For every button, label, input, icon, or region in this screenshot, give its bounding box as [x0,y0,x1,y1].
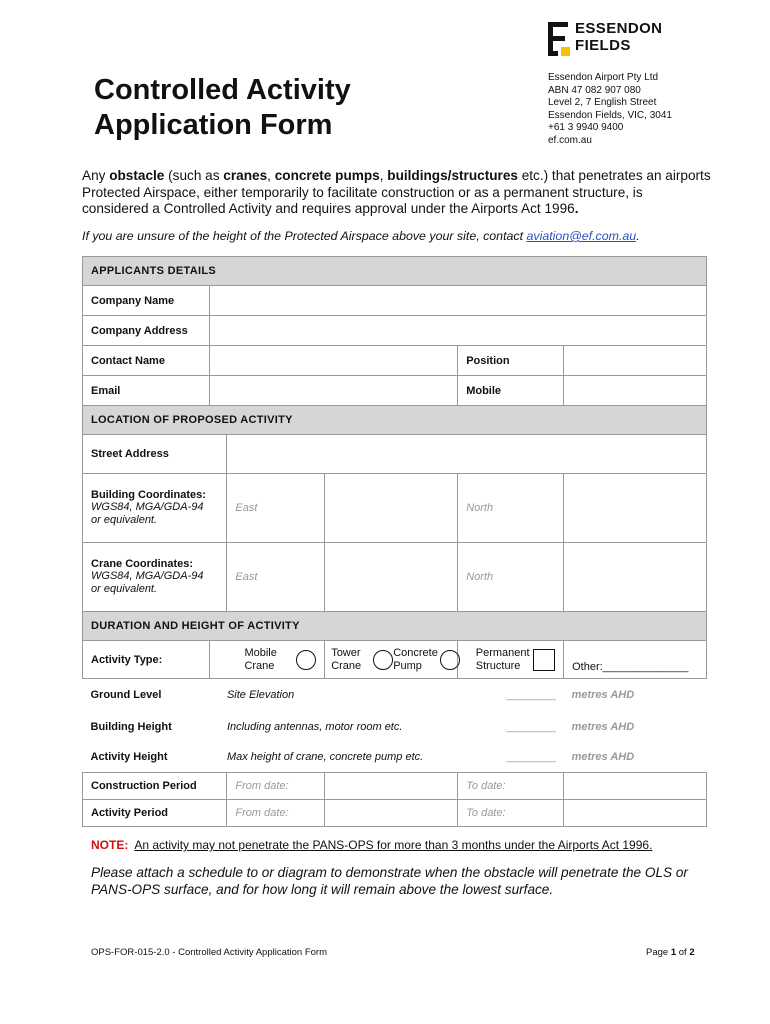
building-height-label: Building Height [90,720,172,733]
logo-mark-icon [548,22,570,56]
concrete-pump-radio[interactable] [440,650,460,670]
section-duration-height: DURATION AND HEIGHT OF ACTIVITY [83,612,707,641]
street-address-field[interactable] [227,435,707,474]
mobile-crane-option[interactable]: Mobile Crane [210,641,325,679]
ground-level-unit: metres AHD [571,688,635,701]
activity-height-desc: Max height of crane, concrete pump etc. [226,751,424,764]
footer-document-id: OPS-FOR-015-2.0 - Controlled Activity Application Form [91,947,328,958]
address-line: ABN 47 082 907 080 [548,84,641,96]
crane-east-label: East [227,543,325,612]
crane-north-label: North [458,543,564,612]
address-line: Essendon Fields, VIC, 3041 [548,109,672,121]
airspace-contact-note: If you are unsure of the height of the Protected Airspace above your site, contact aviation@ef.com.au. [82,229,640,243]
address-line: Level 2, 7 English Street [548,97,657,109]
concrete-pump-option[interactable]: Concrete Pump [393,646,438,672]
construction-from-field[interactable] [325,773,458,800]
building-east-field[interactable] [325,474,458,543]
construction-to-label: To date: [458,773,564,800]
permanent-structure-checkbox[interactable] [533,649,555,671]
building-height-blank[interactable]: ________ [506,720,556,733]
ground-level-blank[interactable]: ________ [506,688,556,701]
footer-page-number: Page 1 of 2 [646,947,695,958]
intro-paragraph: Any obstacle (such as cranes, concrete pumps, buildings/structures etc.) that penetrates an airports Protected Airspace, either temporarily to facilitate construction or as a permanent structure, is considered a Controlled Activity and requires approval under the Airports Act 1996. [82,168,711,216]
tower-crane-option[interactable]: Tower Crane [331,647,393,673]
mobile-label: Mobile [458,376,564,406]
company-name-label: Company Name [83,286,210,316]
position-label: Position [458,346,564,376]
pans-ops-note: NOTE: An activity may not penetrate the PANS-OPS for more than 3 months under the Airports Act 1996. [91,838,653,852]
address-line: +61 3 9940 9400 [548,122,624,134]
application-form-table [82,256,707,827]
email-label: Email [83,376,210,406]
permanent-structure-option[interactable]: Permanent Structure [458,641,564,679]
email-link[interactable]: aviation@ef.com.au [526,229,637,243]
building-height-desc: Including antennas, motor room etc. [226,720,403,733]
construction-from-label: From date: [227,773,325,800]
activity-height-unit: metres AHD [571,751,635,764]
building-height-unit: metres AHD [571,720,635,733]
building-east-label: East [227,474,325,543]
street-address-label: Street Address [83,435,227,474]
activity-type-label: Activity Type: [83,641,210,679]
address-line: ef.com.au [548,134,592,146]
building-coordinates-label: Building Coordinates: WGS84, MGA/GDA-94 or equivalent. [83,474,227,543]
activity-to-label: To date: [458,800,564,827]
tower-crane-radio[interactable] [373,650,393,670]
activity-from-label: From date: [227,800,325,827]
building-north-field[interactable] [564,474,707,543]
attach-schedule-instruction: Please attach a schedule to or diagram to demonstrate when the obstacle will penetrate the OLS or PANS-OPS surface, and for how long it will remain above the lowest surface. [91,865,688,897]
section-location: LOCATION OF PROPOSED ACTIVITY [83,406,707,435]
company-address-block [548,72,672,148]
crane-north-field[interactable] [564,543,707,612]
crane-east-field[interactable] [325,543,458,612]
tower-crane-concrete-pump-options [325,641,458,679]
company-address-field[interactable] [210,316,707,346]
address-line: Essendon Airport Pty Ltd [548,72,659,83]
building-north-label: North [458,474,564,543]
contact-name-field[interactable] [210,346,458,376]
construction-period-label: Construction Period [83,773,227,800]
page-title: Controlled Activity Application Form [94,74,351,141]
activity-period-label: Activity Period [83,800,227,827]
mobile-field[interactable] [564,376,707,406]
essendon-fields-logo [548,20,688,60]
contact-name-label: Contact Name [83,346,210,376]
other-field[interactable]: Other:______________ [564,641,707,679]
ground-level-label: Ground Level [90,688,162,701]
section-applicants-details: APPLICANTS DETAILS [83,257,707,286]
construction-to-field[interactable] [564,773,707,800]
mobile-crane-radio[interactable] [296,650,316,670]
activity-to-field[interactable] [564,800,707,827]
crane-coordinates-label: Crane Coordinates: WGS84, MGA/GDA-94 or equivalent. [83,543,227,612]
company-address-label: Company Address [83,316,210,346]
logo-text: ESSENDON FIELDS [575,20,663,54]
position-field[interactable] [564,346,707,376]
activity-height-label: Activity Height [90,751,168,764]
email-field[interactable] [210,376,458,406]
activity-height-blank[interactable]: ________ [506,751,556,764]
activity-from-field[interactable] [325,800,458,827]
ground-level-desc: Site Elevation [226,688,295,701]
company-name-field[interactable] [210,286,707,316]
